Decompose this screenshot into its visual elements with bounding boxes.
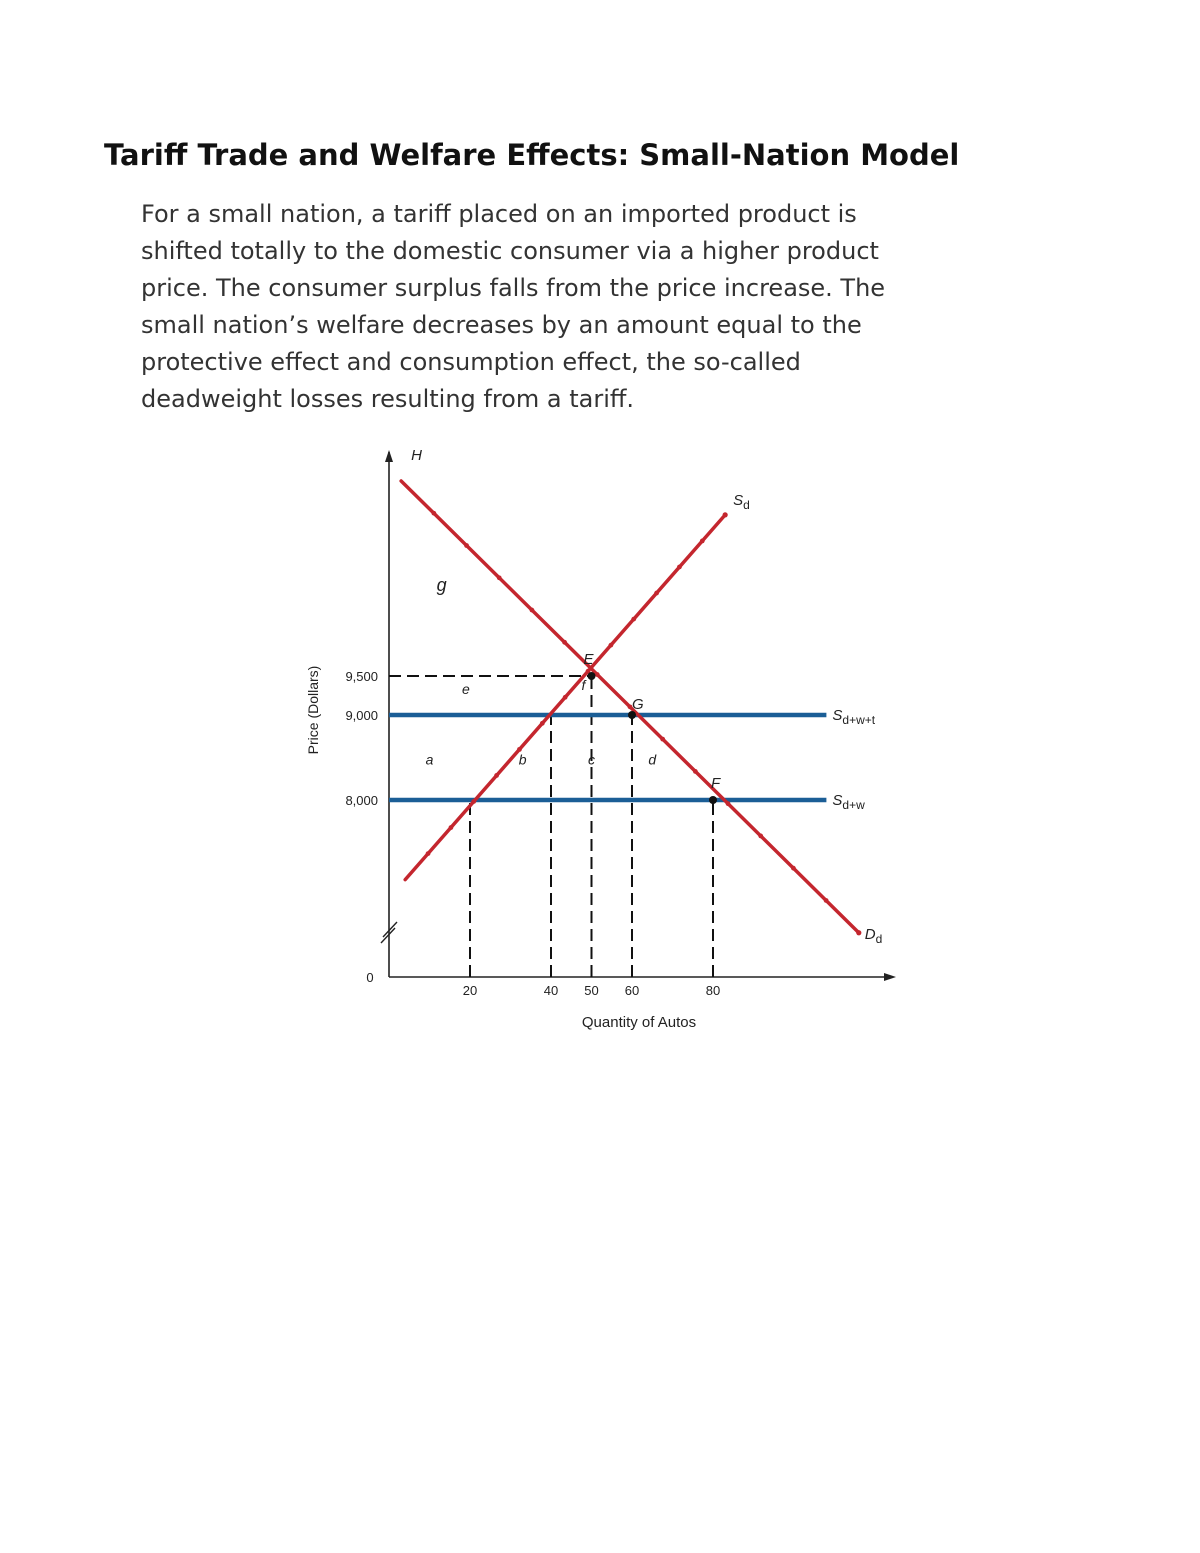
x-tick-label: 80 [705, 983, 721, 998]
curve-tick [608, 643, 613, 648]
y-tick-label: 9,000 [345, 708, 378, 723]
curve-tick [824, 898, 829, 903]
curve-tick [471, 799, 476, 804]
y-tick-label: 9,500 [345, 669, 378, 684]
y-axis-arrow [385, 450, 393, 462]
curve-tick [693, 769, 698, 774]
series-label: $S_d$ [733, 491, 750, 512]
curve-tick [631, 617, 636, 622]
curve-tick [530, 608, 535, 613]
curve-tick [595, 672, 600, 677]
page-title: Tariff Trade and Welfare Effects: Small-Nation Model [104, 138, 960, 172]
curve-tick [660, 737, 665, 742]
curve-tick [791, 866, 796, 871]
curve-tick [700, 539, 705, 544]
curve-tick [726, 801, 731, 806]
x-tick-label: 60 [624, 983, 640, 998]
curve-endpoint [856, 930, 861, 935]
intersection-point [588, 672, 596, 680]
series-label: $S_{d+w+t}$ [832, 707, 876, 727]
curve-tick [654, 591, 659, 596]
point-label: G [632, 696, 644, 713]
x-axis-arrow [884, 973, 896, 981]
x-tick-label: 50 [584, 983, 599, 998]
curve-tick [562, 640, 567, 645]
series-label: $S_{d+w}$ [832, 792, 865, 812]
curve-tick [449, 825, 454, 830]
y-tick-label: 8,000 [345, 793, 378, 808]
y-axis-title: Price (Dollars) [305, 665, 321, 755]
area-label: e [462, 680, 470, 697]
point-label: H [411, 447, 422, 464]
curve-tick [563, 695, 568, 700]
area-label: d [648, 751, 657, 768]
curve-tick [426, 851, 431, 856]
paragraph-line: price. The consumer surplus falls from the price increase. The [141, 274, 886, 302]
paragraph-line: protective effect and consumption effect, the so-called [141, 348, 801, 376]
area-label: b [518, 751, 527, 768]
curve-tick [431, 511, 436, 516]
point-label: F [711, 775, 721, 792]
series-label: $D_d$ [864, 925, 883, 946]
curve-tick [494, 773, 499, 778]
x-tick-label: 40 [543, 983, 559, 998]
area-label: f [581, 677, 586, 694]
area-label: a [425, 751, 434, 768]
x-axis-title: Quantity of Autos [581, 1014, 697, 1031]
origin-label: 0 [366, 970, 374, 985]
paragraph-line: small nation’s welfare decreases by an amount equal to the [141, 311, 862, 339]
curve-tick [464, 543, 469, 548]
x-tick-label: 20 [462, 983, 478, 998]
curve-tick [497, 575, 502, 580]
curve-tick [540, 721, 545, 726]
curve-tick [677, 565, 682, 570]
point-label: E [583, 651, 594, 668]
curve-endpoint [723, 512, 728, 517]
paragraph-line: shifted totally to the domestic consumer via a higher product [141, 237, 879, 265]
area-label: g [436, 575, 447, 596]
intersection-point [709, 796, 717, 804]
paragraph-line: For a small nation, a tariff placed on an imported product is [141, 200, 857, 228]
paragraph-line: deadweight losses resulting from a tariff. [141, 385, 635, 413]
area-label: c [588, 751, 595, 768]
curve-tick [758, 834, 763, 839]
